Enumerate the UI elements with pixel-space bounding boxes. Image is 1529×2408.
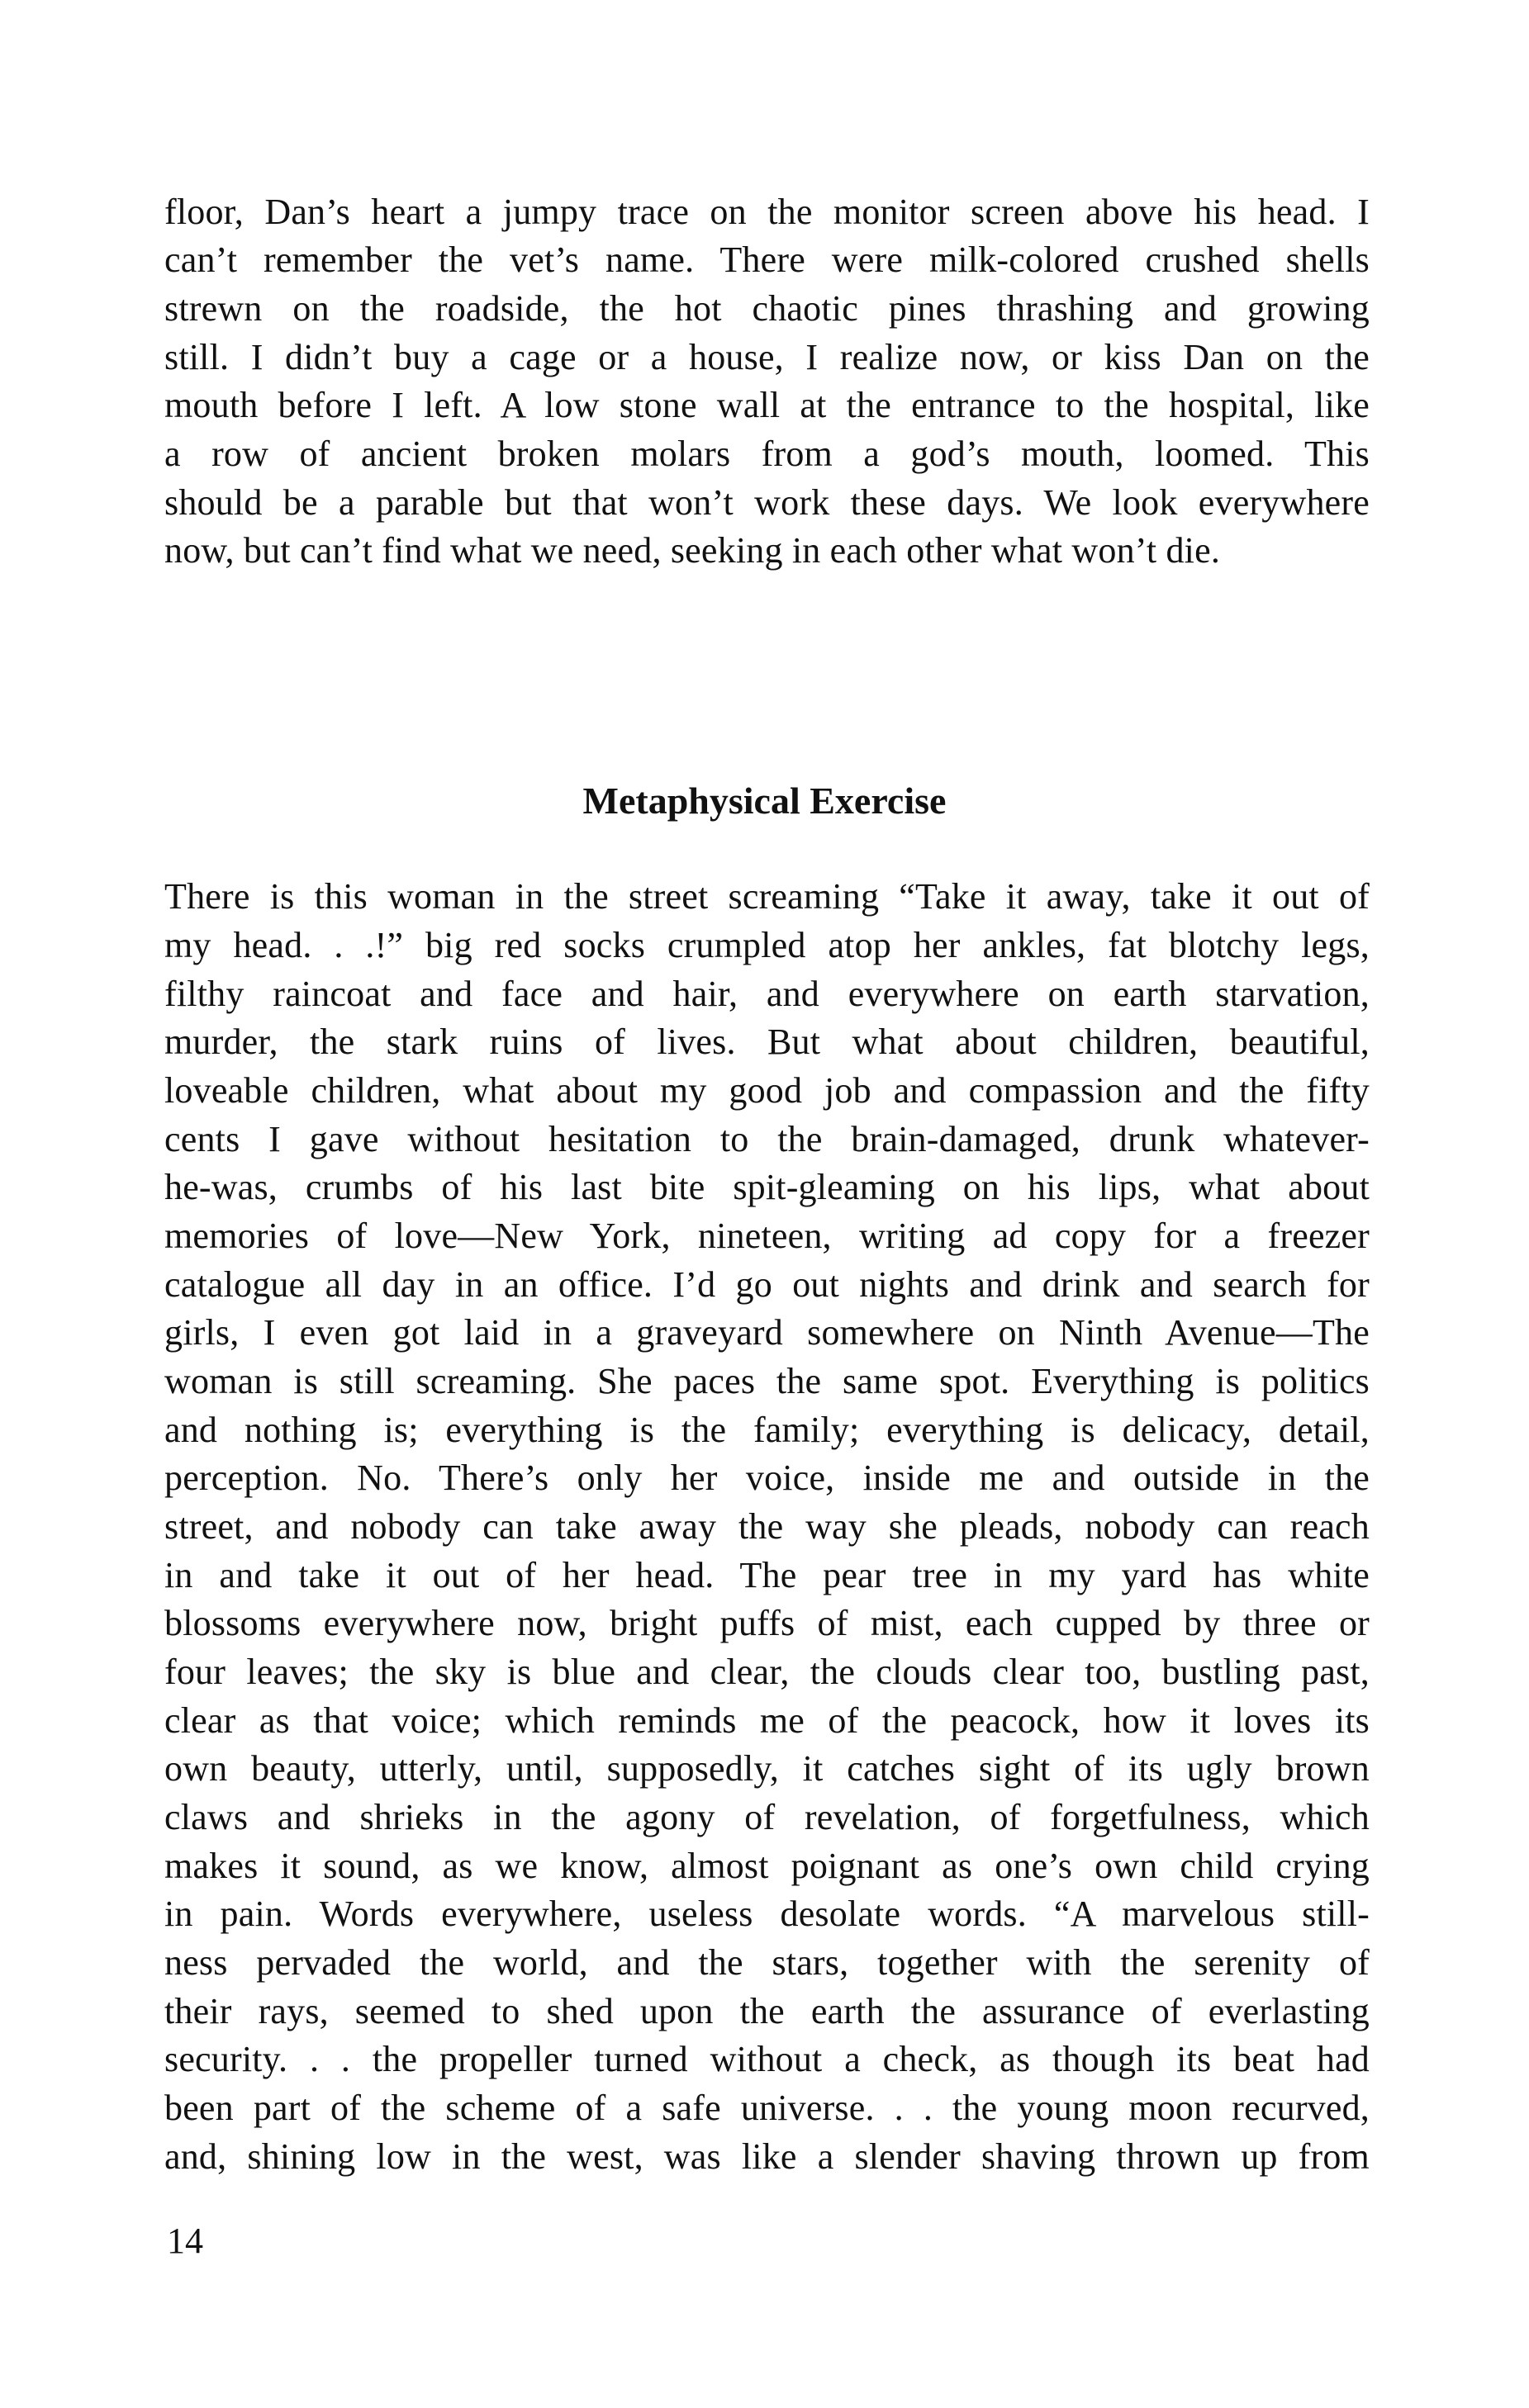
text-line: blossoms everywhere now, bright puffs of mist, each cupped by three or [164, 1603, 1370, 1643]
text-line: can’t remember the vet’s name. There were milk-colored crushed shells [164, 239, 1370, 280]
text-line: four leaves; the sky is blue and clear, the clouds clear too, bustling past, [164, 1652, 1370, 1692]
text-line: loveable children, what about my good job and compassion and the fifty [164, 1070, 1370, 1111]
text-line: still. I didn’t buy a cage or a house, I realize now, or kiss Dan on the [164, 337, 1370, 377]
text-line: and, shining low in the west, was like a slender shaving thrown up from [164, 2136, 1370, 2177]
text-line: woman is still screaming. She paces the same spot. Everything is politics [164, 1361, 1370, 1401]
text-line: mouth before I left. A low stone wall at the entrance to the hospital, like [164, 385, 1370, 425]
text-line: he-was, crumbs of his last bite spit-gleaming on his lips, what about [164, 1167, 1370, 1207]
text-line: murder, the stark ruins of lives. But what about children, beautiful, [164, 1022, 1370, 1062]
text-line: perception. No. There’s only her voice, inside me and outside in the [164, 1458, 1370, 1498]
text-line: street, and nobody can take away the way she pleads, nobody can reach [164, 1506, 1370, 1547]
text-line: in pain. Words everywhere, useless desolate words. “A marvelous still- [164, 1894, 1370, 1934]
text-line: my head. . .!” big red socks crumpled atop her ankles, fat blotchy legs, [164, 925, 1370, 965]
text-line: now, but can’t find what we need, seeking in each other what won’t die. [164, 530, 1221, 571]
text-line: been part of the scheme of a safe universe. . . the young moon recurved, [164, 2088, 1370, 2128]
text-line: ness pervaded the world, and the stars, together with the serenity of [164, 1942, 1370, 1983]
text-line: own beauty, utterly, until, supposedly, it catches sight of its ugly brown [164, 1748, 1370, 1789]
text-line: filthy raincoat and face and hair, and everywhere on earth starvation, [164, 974, 1370, 1014]
text-line: catalogue all day in an office. I’d go out nights and drink and search for [164, 1264, 1370, 1305]
text-line: makes it sound, as we know, almost poignant as one’s own child crying [164, 1846, 1370, 1886]
text-line: clear as that voice; which reminds me of the peacock, how it loves its [164, 1700, 1370, 1741]
text-line: a row of ancient broken molars from a god’s mouth, loomed. This [164, 434, 1370, 474]
text-line: their rays, seemed to shed upon the earth the assurance of everlasting [164, 1991, 1370, 2031]
text-line: cents I gave without hesitation to the brain-damaged, drunk whatever- [164, 1119, 1370, 1159]
text-line: girls, I even got laid in a graveyard somewhere on Ninth Avenue—The [164, 1312, 1370, 1353]
section-title: Metaphysical Exercise [582, 780, 947, 822]
text-line: and nothing is; everything is the family; everything is delicacy, detail, [164, 1410, 1370, 1450]
text-line: security. . . the propeller turned without a check, as though its beat had [164, 2039, 1370, 2079]
text-line: should be a parable but that won’t work these days. We look everywhere [164, 482, 1370, 523]
text-line: claws and shrieks in the agony of revelation, of forgetfulness, which [164, 1797, 1370, 1837]
text-line: floor, Dan’s heart a jumpy trace on the monitor screen above his head. I [164, 192, 1370, 232]
text-line: There is this woman in the street screaming “Take it away, take it out of [164, 876, 1370, 917]
text-line: strewn on the roadside, the hot chaotic pines thrashing and growing [164, 288, 1370, 329]
page-number: 14 [167, 2221, 203, 2261]
text-line: memories of love—New York, nineteen, writing ad copy for a freezer [164, 1216, 1370, 1256]
text-line: in and take it out of her head. The pear tree in my yard has white [164, 1555, 1370, 1595]
